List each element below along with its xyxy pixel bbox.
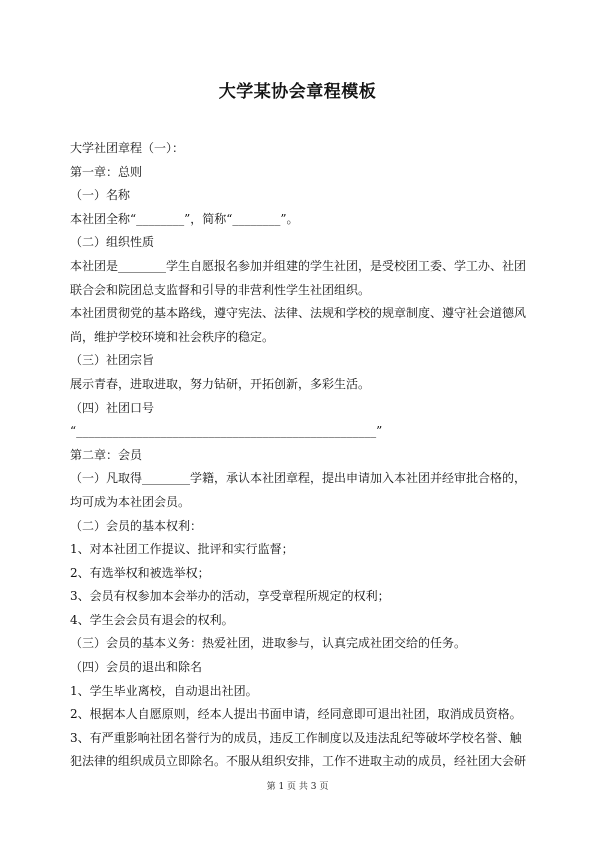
body-text: 本社团是________学生自愿报名参加并组建的学生社团，是受校团工委、学工办、社团: [70, 258, 527, 273]
body-text: （一）凡取得________学籍，承认本社团章程，提出申请加入本社团并经审批合格的，: [70, 471, 527, 486]
list-item: 3、有严重影响社团名誉行为的成员，违反工作制度以及违法乱纪等破坏学校名誉、触: [70, 730, 522, 745]
chapter-heading: 第二章：会员: [70, 447, 143, 462]
list-item: 1、对本社团工作提议、批评和实行监督；: [70, 542, 294, 557]
body-text: 展示青春，进取进取，努力钻研，开拓创新，多彩生活。: [70, 376, 371, 391]
body-text: 犯法律的组织成员立即除名。不服从组织安排，工作不进取主动的成员，经社团大会研: [70, 754, 527, 769]
body-text: 尚，维护学校环境和社会秩序的稳定。: [70, 329, 275, 344]
subsection-heading: （一）名称: [70, 188, 131, 203]
page-footer: 第 1 页 共 3 页: [266, 782, 329, 792]
section-heading: 大学社团章程（一）：: [70, 141, 185, 155]
body-text: 本社团全称“________”，简称“________”。: [70, 211, 299, 226]
subsection-heading: （四）会员的退出和除名: [70, 660, 203, 675]
subsection-heading: （三）社团宗旨: [70, 353, 155, 368]
body-text: （三）会员的基本义务：热爱社团，进取参与，认真完成社团交给的任务。: [70, 636, 467, 651]
subsection-heading: （二）会员的基本权利：: [70, 518, 203, 533]
list-item: 2、有选举权和被选举权；: [70, 565, 210, 580]
list-item: 2、根据本人自愿原则，经本人提出书面申请，经同意即可退出社团，取消成员资格。: [70, 707, 522, 722]
body-text: 均可成为本社团会员。: [70, 494, 191, 509]
document-title: 大学某协会章程模板: [218, 82, 377, 102]
list-item: 1、学生毕业离校，自动退出社团。: [70, 683, 258, 698]
body-text: 本社团贯彻党的基本路线，遵守宪法、法律、法规和学校的规章制度、遵守社会道德风: [70, 306, 527, 321]
body-text: 联合会和院团总支监督和引导的非营利性学生社团组织。: [70, 282, 371, 297]
chapter-heading: 第一章：总则: [70, 164, 143, 179]
list-item: 4、学生会会员有退会的权利。: [70, 612, 234, 627]
subsection-heading: （四）社团口号: [70, 400, 155, 415]
list-item: 3、会员有权参加本会举办的活动，享受章程所规定的权利；: [70, 589, 390, 604]
subsection-heading: （二）组织性质: [70, 235, 155, 250]
document-body: [70, 137, 530, 774]
slogan-blank: “__________________________________________________”: [70, 424, 383, 439]
